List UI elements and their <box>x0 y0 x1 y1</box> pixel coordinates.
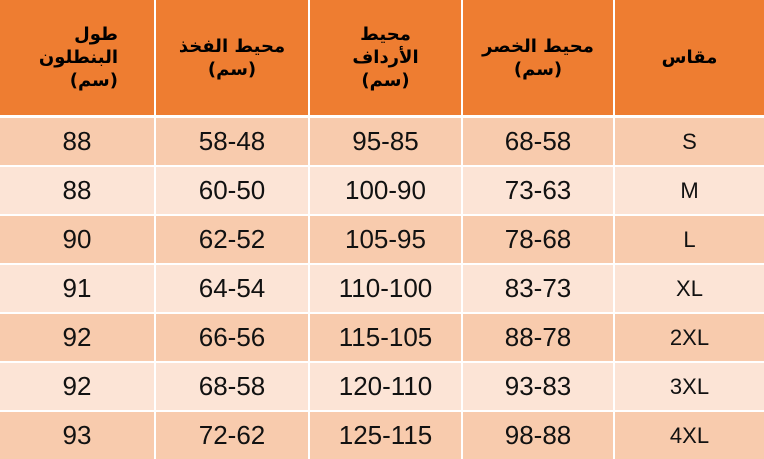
length-cell: 92 <box>0 362 155 411</box>
table-row <box>0 362 764 411</box>
header-hips-unit: (سم) <box>361 70 410 91</box>
size-cell: S <box>614 117 764 167</box>
header-thigh <box>155 0 309 117</box>
size-cell: XL <box>614 264 764 313</box>
waist-cell: 68-58 <box>462 117 614 167</box>
waist-cell: 93-83 <box>462 362 614 411</box>
thigh-cell: 58-48 <box>155 117 309 167</box>
header-waist-unit: (سم) <box>513 58 563 80</box>
header-length-label-1: طول <box>74 24 118 45</box>
hips-cell: 110-100 <box>309 264 462 313</box>
table-row <box>0 215 764 264</box>
header-size <box>614 0 764 117</box>
header-hips-label-2: الأرداف <box>352 47 419 68</box>
header-hips <box>309 0 462 117</box>
header-waist-label: محيط الخصر <box>482 35 594 57</box>
length-cell: 90 <box>0 215 155 264</box>
header-thigh-label: محيط الفخذ <box>178 35 286 57</box>
thigh-cell: 68-58 <box>155 362 309 411</box>
waist-cell: 83-73 <box>462 264 614 313</box>
length-cell: 92 <box>0 313 155 362</box>
header-waist <box>462 0 614 117</box>
header-length-unit: (سم) <box>69 70 118 91</box>
table-row <box>0 117 764 167</box>
size-cell: 3XL <box>614 362 764 411</box>
size-cell: M <box>614 166 764 215</box>
table-row <box>0 411 764 459</box>
size-cell: 4XL <box>614 411 764 459</box>
thigh-cell: 64-54 <box>155 264 309 313</box>
header-row <box>0 0 764 117</box>
waist-cell: 88-78 <box>462 313 614 362</box>
thigh-cell: 66-56 <box>155 313 309 362</box>
table-row <box>0 166 764 215</box>
table-row <box>0 313 764 362</box>
hips-cell: 115-105 <box>309 313 462 362</box>
length-cell: 91 <box>0 264 155 313</box>
header-hips-label-1: محيط <box>360 24 411 45</box>
length-cell: 88 <box>0 166 155 215</box>
thigh-cell: 72-62 <box>155 411 309 459</box>
thigh-cell: 62-52 <box>155 215 309 264</box>
waist-cell: 98-88 <box>462 411 614 459</box>
header-thigh-unit: (سم) <box>207 58 257 80</box>
size-cell: L <box>614 215 764 264</box>
header-length-label-2: البنطلون <box>38 47 118 68</box>
waist-cell: 78-68 <box>462 215 614 264</box>
length-cell: 88 <box>0 117 155 167</box>
length-cell: 93 <box>0 411 155 459</box>
hips-cell: 100-90 <box>309 166 462 215</box>
waist-cell: 73-63 <box>462 166 614 215</box>
header-size-label: مقاس <box>661 47 718 68</box>
header-length <box>0 0 155 117</box>
hips-cell: 120-110 <box>309 362 462 411</box>
hips-cell: 95-85 <box>309 117 462 167</box>
table-row <box>0 264 764 313</box>
thigh-cell: 60-50 <box>155 166 309 215</box>
size-cell: 2XL <box>614 313 764 362</box>
hips-cell: 125-115 <box>309 411 462 459</box>
hips-cell: 105-95 <box>309 215 462 264</box>
